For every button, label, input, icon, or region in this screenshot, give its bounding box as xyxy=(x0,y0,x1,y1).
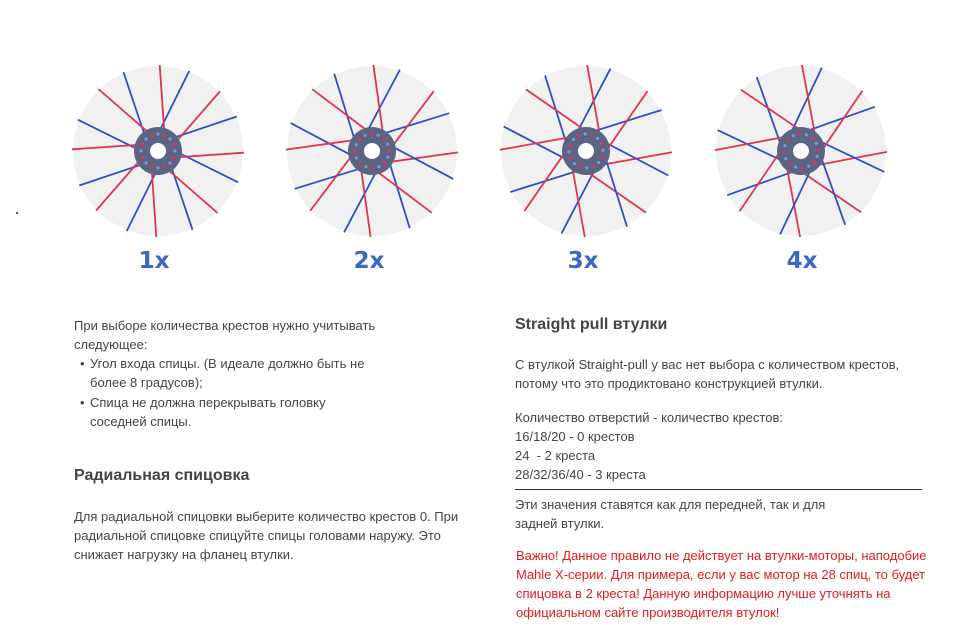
axle-hole xyxy=(793,143,809,159)
spoke-hole xyxy=(358,138,361,141)
spoke-hole xyxy=(141,143,144,146)
spoke-hole xyxy=(811,137,814,140)
spoke-hole xyxy=(577,134,580,137)
spoke-hole xyxy=(150,134,153,137)
spoke-hole xyxy=(377,134,380,137)
spoke-hole xyxy=(569,157,572,160)
spoke-hole xyxy=(139,149,142,152)
spoke-hole xyxy=(383,161,386,164)
spoke-hole xyxy=(173,149,176,152)
axle-hole xyxy=(578,143,594,159)
left-intro-text: При выборе количества крестов нужно учитывать следующее: xyxy=(74,318,376,352)
spoke-hole xyxy=(801,166,804,169)
spoke-hole xyxy=(144,161,147,164)
holes-table-title: Количество отверстий - количество крестов: xyxy=(515,410,783,425)
spoke-hole xyxy=(792,134,795,137)
spoke-hole xyxy=(596,137,599,140)
spoke-hole xyxy=(364,134,367,137)
spoke-hole xyxy=(782,151,785,154)
warning-text: Важно! Данное правило не действует на втулки-моторы, наподобие Mahle X-серии. Для примера, если у вас мотор на 28 спиц, то будет спицовка в 2 креста! Данную информацию лучше уточнять на официальном сайте производителя втулок! xyxy=(516,548,927,620)
spoke-hole xyxy=(172,143,175,146)
left-intro-block xyxy=(74,316,434,432)
spoke-hole xyxy=(359,162,362,165)
spoke-hole xyxy=(572,138,575,141)
consideration-item: • Угол входа спицы. (В идеале должно быть не более 8 градусов); xyxy=(74,354,390,392)
axle-hole xyxy=(150,143,166,159)
spoke-hole xyxy=(168,137,171,140)
radial-text: Для радиальной спицовки выберите количество крестов 0. При радиальной спицовке спицуйте спицы головами наружу. Это снижает нагрузку на фланец втулки. xyxy=(74,509,459,562)
cross-label-4x: 4x xyxy=(786,248,818,274)
spoke-hole xyxy=(816,148,819,151)
spoke-hole xyxy=(597,161,600,164)
divider-line xyxy=(515,489,922,490)
spoke-hole xyxy=(787,138,790,141)
spoke-hole xyxy=(592,165,595,168)
holes-row: 28/32/36/40 - 3 креста xyxy=(515,467,646,482)
spoke-hole xyxy=(788,162,791,165)
spoke-hole xyxy=(573,162,576,165)
spoke-hole xyxy=(163,134,166,137)
spoke-hole xyxy=(163,165,166,168)
consideration-list xyxy=(74,354,434,431)
spoke-hole xyxy=(353,150,356,153)
spoke-hole xyxy=(382,137,385,140)
spoke-hole xyxy=(584,132,587,135)
spoke-hole xyxy=(168,161,171,164)
holes-row: 24 - 2 креста xyxy=(515,448,596,463)
spoke-hole xyxy=(600,155,603,158)
spoke-hole xyxy=(156,166,159,169)
spoke-hole xyxy=(812,161,815,164)
spoke-hole xyxy=(783,144,786,147)
spoke-hole xyxy=(816,155,819,158)
straight-pull-heading: Straight pull втулки xyxy=(515,316,668,333)
spoke-hole xyxy=(784,157,787,160)
spoke-hole xyxy=(370,132,373,135)
consideration-item: • Спица не должна перекрывать головку соседней спицы. xyxy=(74,393,380,431)
holes-table xyxy=(515,408,925,484)
spoke-hole xyxy=(144,137,147,140)
straight-pull-intro: С втулкой Straight-pull у вас нет выбора с количеством крестов, потому что это продиктовано конструкцией втулки. xyxy=(515,357,900,391)
front-rear-note: Эти значения ставятся как для передней, так и для задней втулки. xyxy=(515,497,826,531)
wheel-svg xyxy=(499,64,673,238)
spoke-hole xyxy=(150,165,153,168)
wheel-diagram-4x xyxy=(714,64,888,238)
spoke-hole xyxy=(371,166,374,169)
spoke-hole xyxy=(568,144,571,147)
holes-row: 16/18/20 - 0 крестов xyxy=(515,429,635,444)
spoke-hole xyxy=(141,156,144,159)
wheel-diagram-3x xyxy=(499,64,673,238)
spoke-hole xyxy=(387,149,390,152)
cross-label-2x: 2x xyxy=(353,248,385,274)
spoke-hole xyxy=(601,149,604,152)
spoke-hole xyxy=(355,143,358,146)
wheel-svg xyxy=(71,64,245,238)
spoke-hole xyxy=(585,166,588,169)
cross-label-1x: 1x xyxy=(138,248,170,274)
spoke-hole xyxy=(156,132,159,135)
spoke-hole xyxy=(364,165,367,168)
spoke-hole xyxy=(807,165,810,168)
spoke-hole xyxy=(567,150,570,153)
wheel-svg xyxy=(285,64,459,238)
spoke-hole xyxy=(355,156,358,159)
spoke-hole xyxy=(805,133,808,136)
stray-dot xyxy=(16,212,18,214)
spoke-hole xyxy=(600,142,603,145)
spoke-hole xyxy=(386,156,389,159)
spoke-hole xyxy=(798,132,801,135)
axle-hole xyxy=(364,143,380,159)
spoke-hole xyxy=(579,165,582,168)
spoke-hole xyxy=(815,142,818,145)
wheel-diagram-1x xyxy=(71,64,245,238)
wheel-svg xyxy=(714,64,888,238)
cross-label-3x: 3x xyxy=(567,248,599,274)
spoke-hole xyxy=(172,156,175,159)
radial-heading: Радиальная спицовка xyxy=(74,467,250,484)
spoke-hole xyxy=(377,165,380,168)
spoke-hole xyxy=(794,166,797,169)
spoke-hole xyxy=(386,143,389,146)
wheel-diagram-2x xyxy=(285,64,459,238)
spoke-hole xyxy=(590,133,593,136)
